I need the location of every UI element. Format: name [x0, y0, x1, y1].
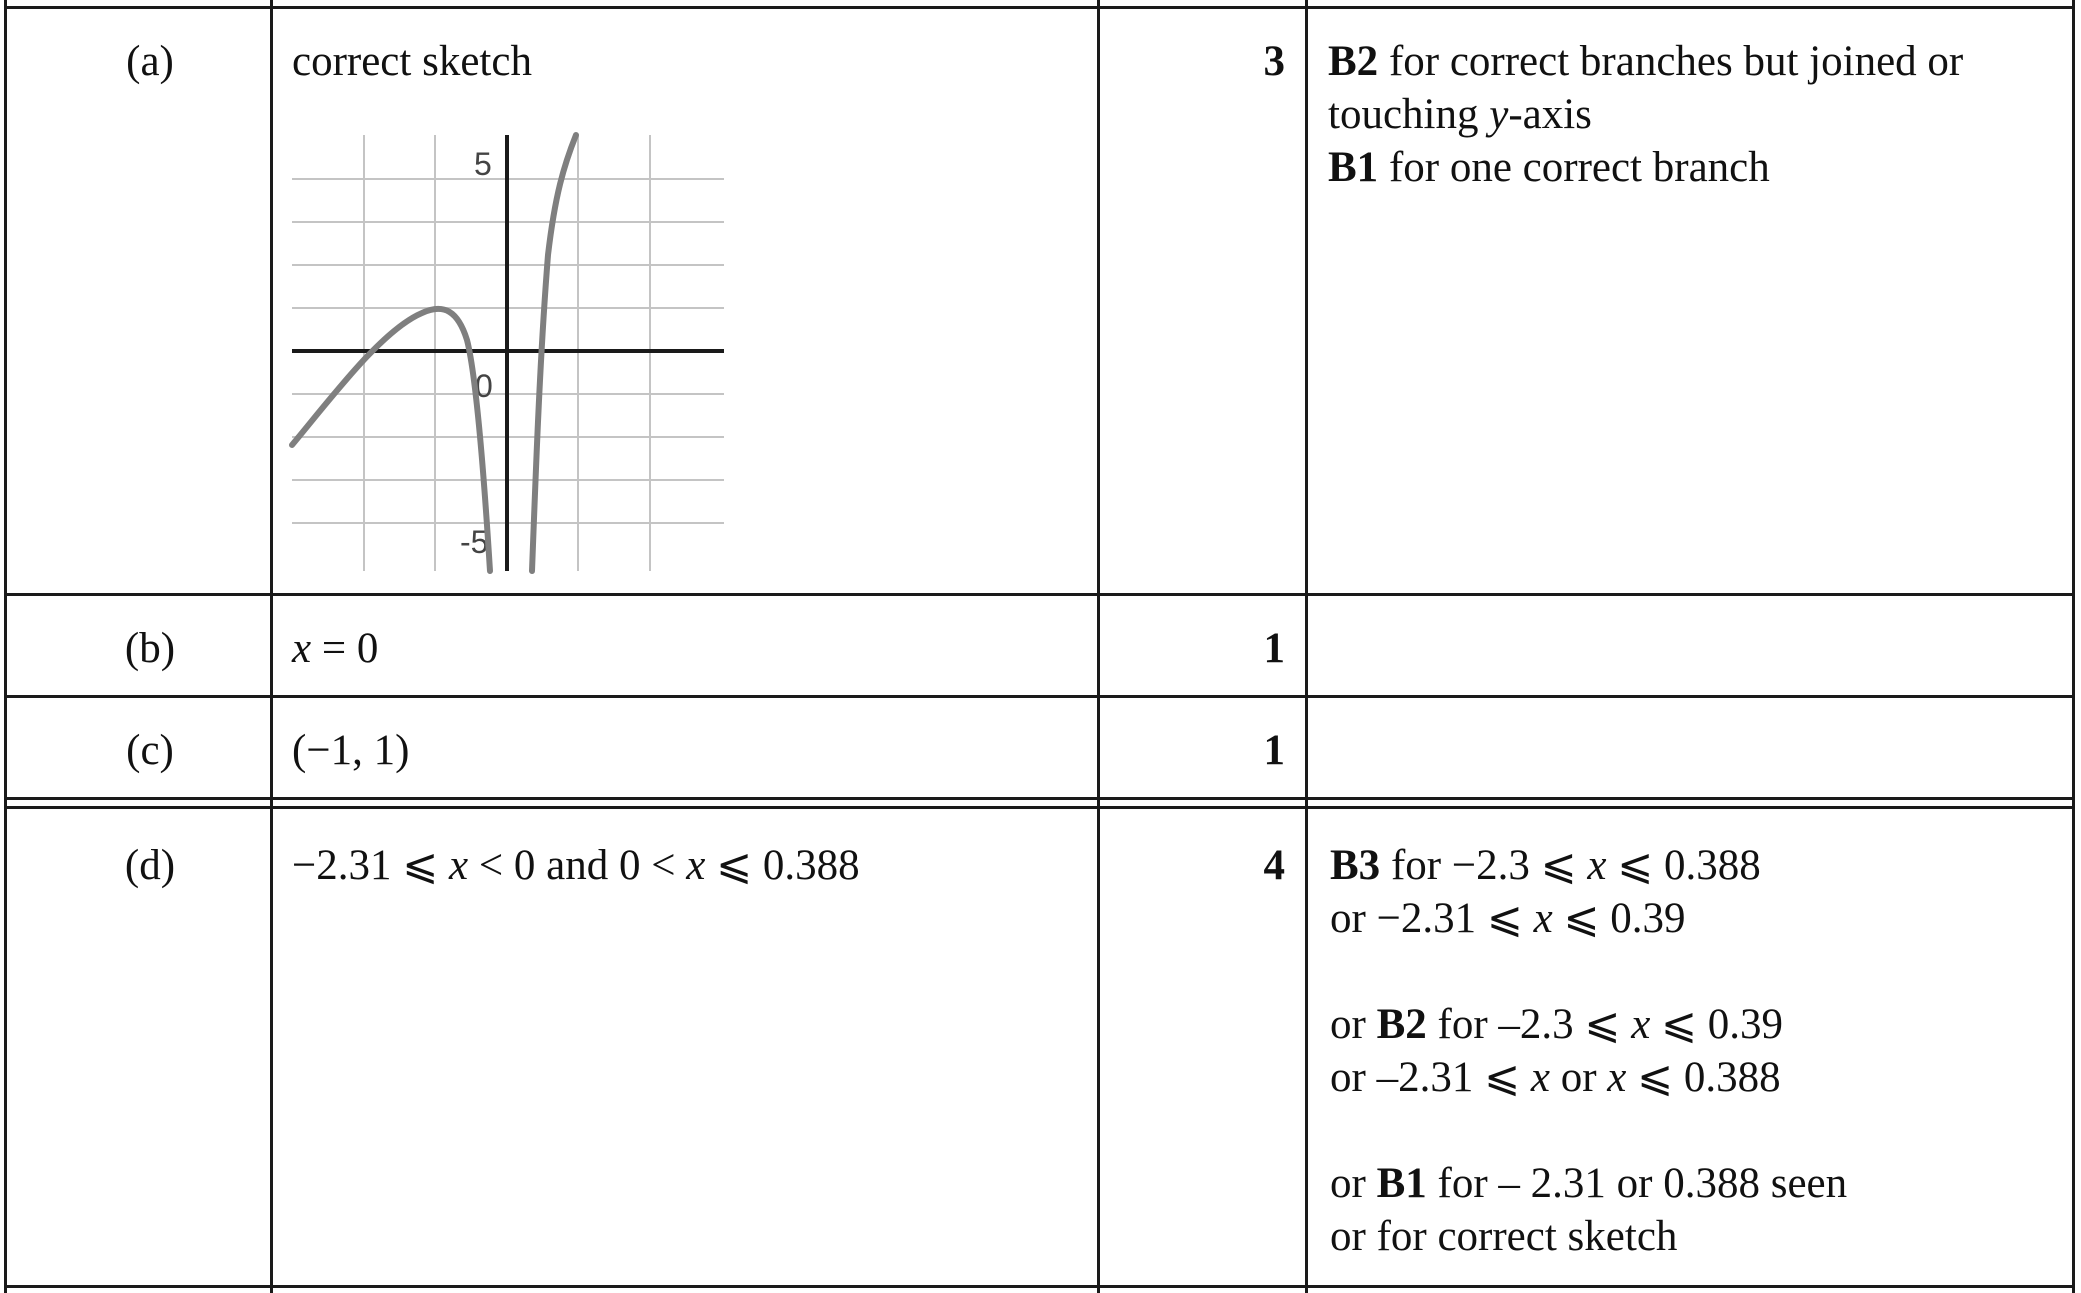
- tick-label-bottom: -5: [460, 524, 489, 560]
- tick-label-origin: 0: [475, 368, 493, 404]
- note-d-1: B3 for −2.3 ⩽ x ⩽ 0.388: [1330, 842, 1761, 889]
- mark-a: 3: [1263, 38, 1285, 85]
- part-label-d: (d): [124, 842, 176, 889]
- note-d-5: or B1 for – 2.31 or 0.388 seen: [1330, 1160, 1848, 1207]
- note-a-2: touching y-axis: [1328, 91, 1592, 138]
- row-divider-top: [4, 6, 2075, 9]
- column-divider-answer: [1097, 0, 1100, 1293]
- tick-label-top: 5: [474, 146, 492, 182]
- answer-d: −2.31 ⩽ x < 0 and 0 < x ⩽ 0.388: [292, 842, 860, 889]
- table-border-right: [2072, 0, 2075, 1293]
- note-d-6: or for correct sketch: [1330, 1213, 1678, 1260]
- function-sketch: [292, 135, 727, 571]
- part-label-c: (c): [126, 727, 174, 774]
- row-divider-a-b: [4, 593, 2075, 596]
- mark-b: 1: [1263, 625, 1285, 672]
- answer-c: (−1, 1): [292, 727, 410, 774]
- row-divider-c-d-1: [4, 797, 2075, 800]
- row-divider-c-d-2: [4, 806, 2075, 809]
- row-divider-b-c: [4, 695, 2075, 698]
- note-a-3: B1 for one correct branch: [1328, 144, 1770, 191]
- column-divider-part: [270, 0, 273, 1293]
- answer-b: x = 0: [292, 625, 379, 672]
- table-border-left: [4, 0, 7, 1293]
- note-d-3: or B2 for –2.3 ⩽ x ⩽ 0.39: [1330, 1001, 1784, 1048]
- column-divider-mark: [1305, 0, 1308, 1293]
- note-d-4: or –2.31 ⩽ x or x ⩽ 0.388: [1330, 1054, 1781, 1101]
- note-a-1: B2 for correct branches but joined or: [1328, 38, 1964, 85]
- part-label-a: (a): [126, 38, 174, 85]
- mark-c: 1: [1263, 727, 1285, 774]
- note-d-2: or −2.31 ⩽ x ⩽ 0.39: [1330, 895, 1686, 942]
- part-label-b: (b): [124, 625, 176, 672]
- mark-d: 4: [1263, 842, 1285, 889]
- row-divider-bottom: [4, 1285, 2075, 1288]
- answer-a: correct sketch: [292, 38, 532, 85]
